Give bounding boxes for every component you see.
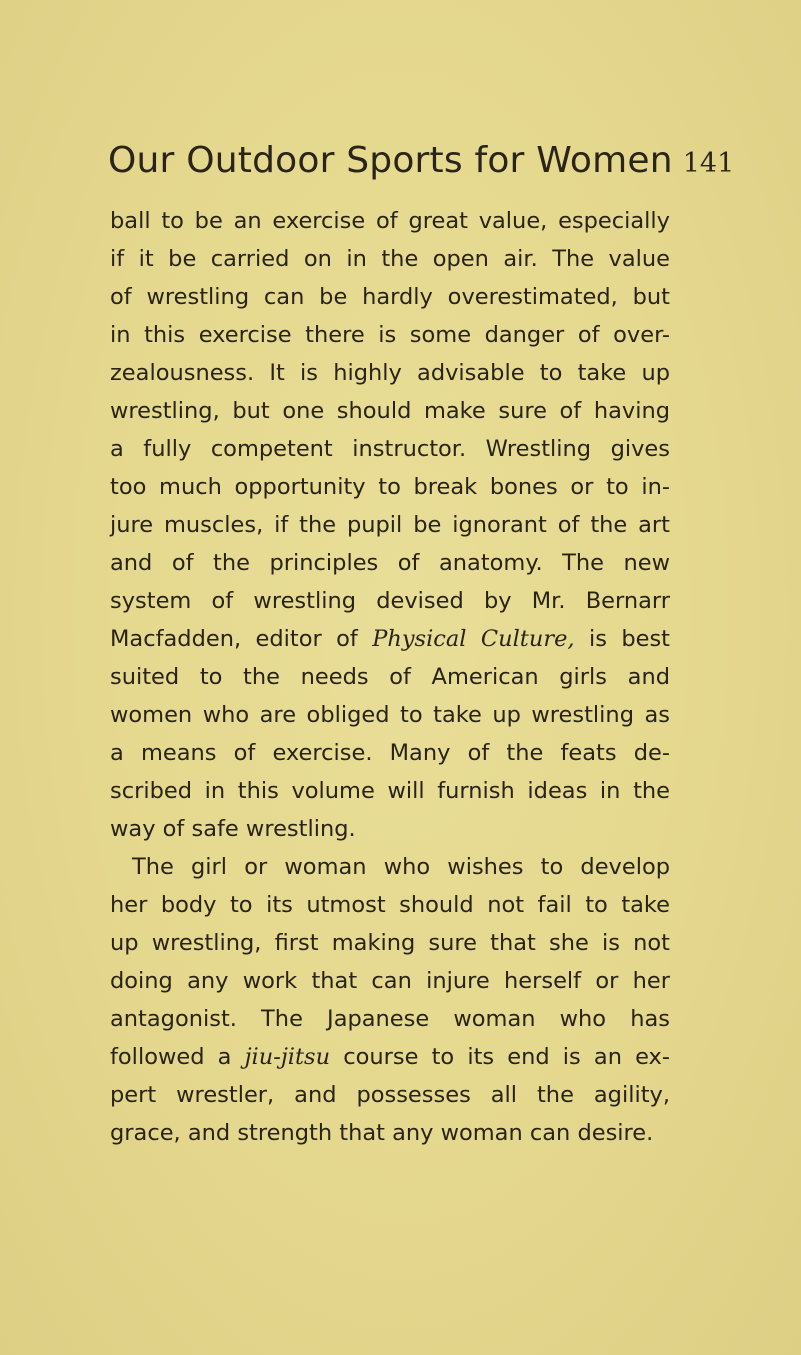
text-line: The girl or woman who wishes to develop	[132, 854, 670, 880]
text-line: system of wrestling devised by Mr. Bernarr	[110, 588, 670, 614]
text-line: in this exercise there is some danger of over-	[110, 322, 670, 348]
text-run: is best	[574, 626, 670, 652]
page-title: Our Outdoor Sports for Women	[108, 140, 673, 181]
text-line: her body to its utmost should not fail to take	[110, 892, 670, 918]
text-run: Macfadden, editor of	[110, 626, 373, 652]
text-line: up wrestling, first making sure that she is not	[110, 930, 670, 956]
foreign-term: jiu-jitsu	[244, 1044, 331, 1070]
text-run: course to its end is an ex-	[330, 1044, 670, 1070]
text-line	[110, 624, 670, 654]
text-line: too much opportunity to break bones or to in-	[110, 474, 670, 500]
text-line: pert wrestler, and possesses all the agility,	[110, 1082, 670, 1108]
text-line: if it be carried on in the open air. The value	[110, 246, 670, 272]
text-line	[110, 1042, 670, 1072]
text-line: wrestling, but one should make sure of having	[110, 398, 670, 424]
book-title: Physical Culture,	[372, 626, 575, 652]
text-line: antagonist. The Japanese woman who has	[110, 1006, 670, 1032]
text-line: doing any work that can injure herself or her	[110, 968, 670, 994]
text-line: and of the principles of anatomy. The new	[110, 550, 670, 576]
text-run: followed a	[110, 1044, 245, 1070]
text-line: a fully competent instructor. Wrestling gives	[110, 436, 670, 462]
page-number: 141	[682, 148, 735, 179]
text-line: zealousness. It is highly advisable to take up	[110, 360, 670, 386]
text-line: grace, and strength that any woman can desire.	[110, 1120, 654, 1146]
text-line: a means of exercise. Many of the feats de-	[110, 740, 670, 766]
text-line: suited to the needs of American girls and	[110, 664, 670, 690]
text-line: scribed in this volume will furnish ideas in the	[110, 778, 670, 804]
text-line: of wrestling can be hardly overestimated, but	[110, 284, 670, 310]
text-line: jure muscles, if the pupil be ignorant of the art	[110, 512, 670, 538]
text-line: way of safe wrestling.	[110, 816, 356, 842]
text-line: women who are obliged to take up wrestling as	[110, 702, 670, 728]
text-line: ball to be an exercise of great value, especially	[110, 208, 670, 234]
